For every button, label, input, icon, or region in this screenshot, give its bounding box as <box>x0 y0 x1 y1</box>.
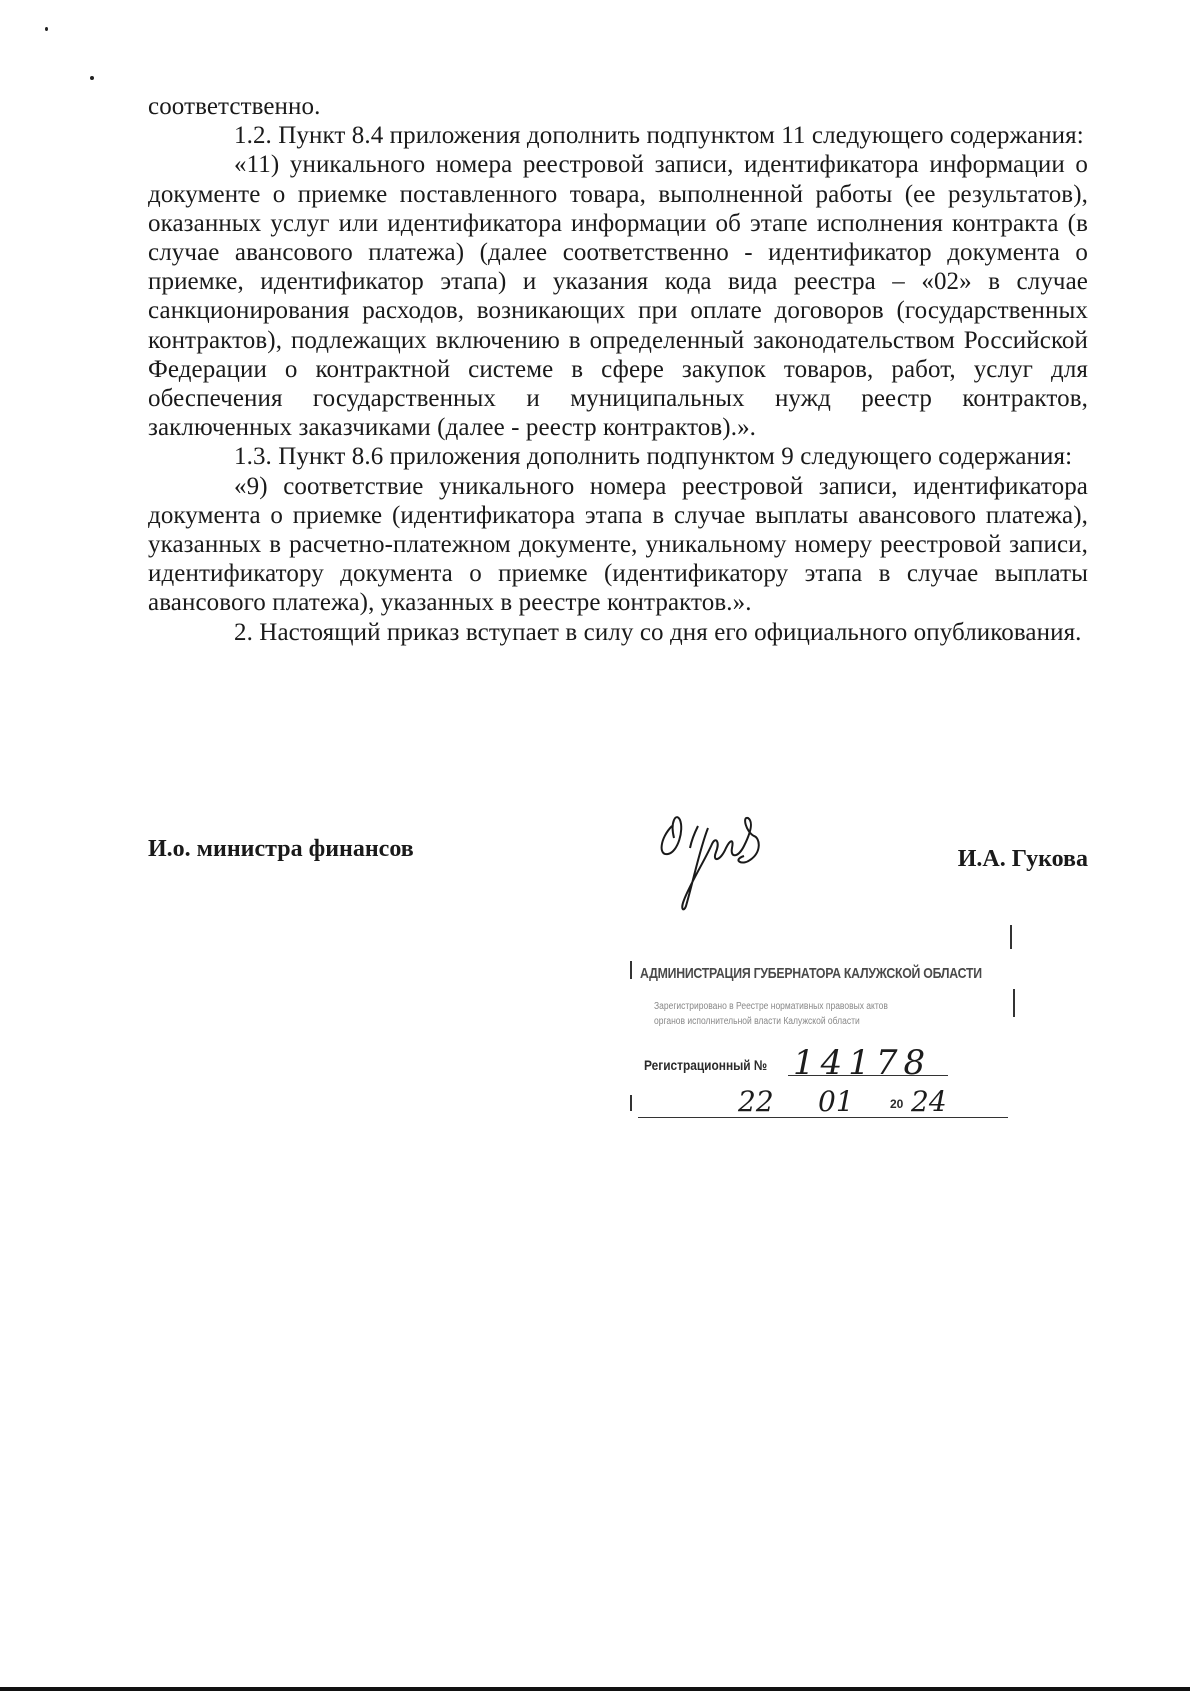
paragraph: «11) уникального номера реестровой записи, идентификатора информации о документе о приемке поставленного товара, выполненной работы (ее результатов), оказанных услуг или идентификатора информации об этапе исполнения контракта (в случае авансового платежа) (далее соответственно - идентификатор документа о приемке, идентификатор этапа) и указания кода вида реестра – «02» в случае санкционирования расходов, возникающих при оплате договоров (государственных контрактов), подлежащих включению в определенный законодательством Российской Федерации о контрактной системе в сфере закупок товаров, работ, услуг для обеспечения государственных и муниципальных нужд реестр контрактов, заключенных заказчиками (далее - реестр контрактов).». <box>148 151 1088 442</box>
registration-stamp <box>628 925 1028 1125</box>
stamp-border-mark <box>630 1095 632 1111</box>
stamp-border-mark <box>1010 925 1012 949</box>
stamp-date-year: 24 <box>911 1085 947 1118</box>
date-underline <box>638 1117 1008 1118</box>
document-body <box>148 92 1088 647</box>
scan-speck <box>45 27 48 31</box>
paragraph: 1.2. Пункт 8.4 приложения дополнить подпунктом 11 следующего содержания: <box>234 122 1084 150</box>
stamp-faint-text: органов исполнительной власти Калужской области <box>654 1016 860 1027</box>
signatory-title: И.о. министра финансов <box>148 836 414 862</box>
paragraph: 2. Настоящий приказ вступает в силу со дня его официального опубликования. <box>234 618 1082 646</box>
stamp-date-year-prefix: 20 <box>890 1097 904 1111</box>
paragraph: соответственно. <box>148 93 321 120</box>
handwritten-signature <box>650 808 800 918</box>
paragraph: 1.3. Пункт 8.6 приложения дополнить подпунктом 9 следующего содержания: <box>234 443 1073 471</box>
stamp-organization: АДМИНИСТРАЦИЯ ГУБЕРНАТОРА КАЛУЖСКОЙ ОБЛАСТИ <box>640 965 982 982</box>
signatory-name: И.А. Гукова <box>957 846 1088 872</box>
stamp-date-day: 22 <box>738 1085 774 1118</box>
paragraph: «9) соответствие уникального номера реестровой записи, идентификатора документа о приемке (идентификатора этапа в случае выплаты авансового платежа), указанных в расчетно-платежном документе, уникальному номеру реестровой записи, идентификатору документа о приемке (идентификатору этапа в случае выплаты авансового платежа), указанных в реестре контрактов.». <box>148 472 1088 617</box>
stamp-date-month: 01 <box>818 1085 854 1118</box>
signature-block <box>148 836 1088 876</box>
registration-label: Регистрационный № <box>644 1057 768 1073</box>
stamp-faint-text: Зарегистрировано в Реестре нормативных правовых актов <box>654 1001 888 1012</box>
scan-bottom-edge <box>0 1687 1190 1691</box>
stamp-border-mark <box>1013 989 1015 1017</box>
registration-underline <box>788 1075 948 1076</box>
registration-number: 14178 <box>793 1043 932 1083</box>
stamp-border-mark <box>630 961 632 979</box>
scan-speck <box>90 76 94 80</box>
